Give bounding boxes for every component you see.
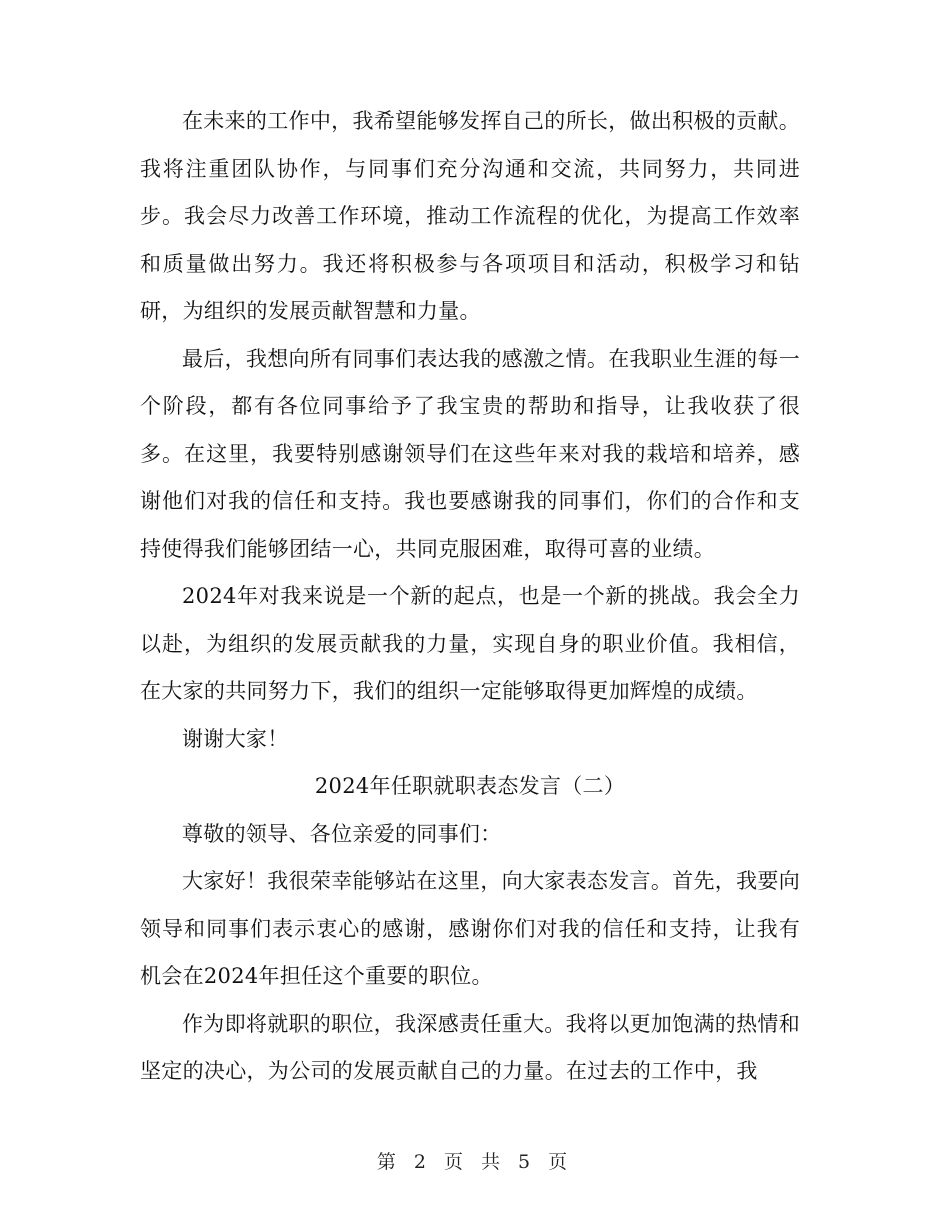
paragraph-new-start: 2024年对我来说是一个新的起点，也是一个新的挑战。我会全力以赴，为组织的发展贡献我的力量，实现自身的职业价值。我相信，在大家的共同努力下，我们的组织一定能够取得更加辉煌的成绩。 [140,584,800,703]
paragraph-gratitude: 最后，我想向所有同事们表达我的感激之情。在我职业生涯的每一个阶段，都有各位同事给予了我宝贵的帮助和指导，让我收获了很多。在这里，我要特别感谢领导们在这些年来对我的栽培和培养，感谢他们对我的信任和支持。我也要感谢我的同事们，你们的合作和支持使得我们能够团结一心，共同克服困难，取得可喜的业绩。 [140,346,800,561]
document-body [140,98,800,1096]
section-title: 2024年任职就职表态发言（二） [314,774,626,798]
paragraph-responsibility: 作为即将就职的职位，我深感责任重大。我将以更加饱满的热情和坚定的决心，为公司的发展贡献自己的力量。在过去的工作中，我 [140,1011,800,1083]
page-number-footer: 第 2 页 共 5 页 [376,1151,574,1173]
paragraph-future-work: 在未来的工作中，我希望能够发挥自己的所长，做出积极的贡献。我将注重团队协作，与同事们充分沟通和交流，共同努力，共同进步。我会尽力改善工作环境，推动工作流程的优化，为提高工作效率和质量做出努力。我还将积极参与各项项目和活动，积极学习和钻研，为组织的发展贡献智慧和力量。 [140,109,800,323]
paragraph-greeting: 大家好！我很荣幸能够站在这里，向大家表态发言。首先，我要向领导和同事们表示衷心的感谢，感谢你们对我的信任和支持，让我有机会在2024年担任这个重要的职位。 [140,869,800,988]
paragraph-salutation: 尊敬的领导、各位亲爱的同事们： [182,821,502,846]
paragraph-thanks: 谢谢大家！ [182,726,289,751]
